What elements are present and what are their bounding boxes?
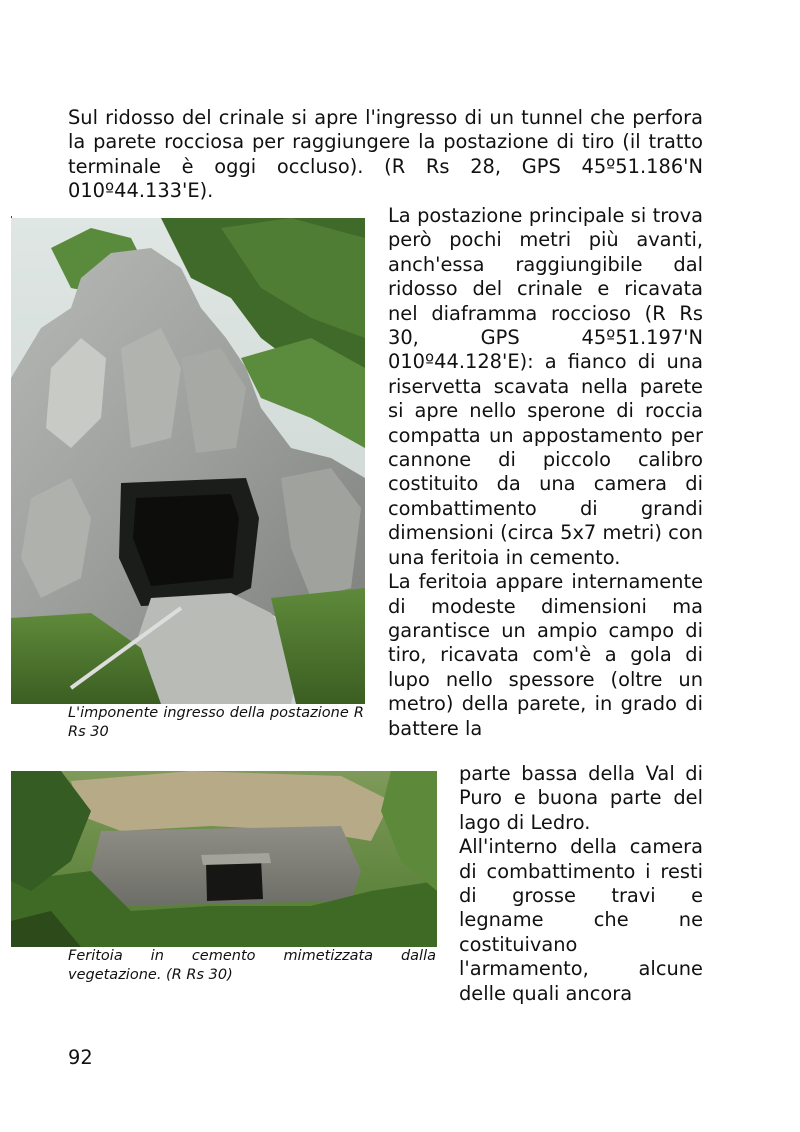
- photo-bunker-entrance: [11, 218, 365, 704]
- photo-concrete-embrasure: [11, 771, 437, 947]
- photo-caption-2: Feritoia in cemento mimetizzata dalla vegetazione. (R Rs 30): [68, 948, 436, 983]
- intro-paragraph: [68, 106, 703, 204]
- photo-caption-1: L'imponente ingresso della postazione R Rs 30: [68, 705, 364, 740]
- right-column-text: [388, 204, 703, 741]
- lower-column-text: [459, 762, 703, 1006]
- paragraph-camera: All'interno della camera di combattimento i resti di grosse travi e legname che ne costituivano l'armamento, alcune delle quali ancora: [459, 835, 703, 1005]
- intro-text: Sul ridosso del crinale si apre l'ingresso di un tunnel che perfora la parete rocciosa per raggiungere la postazione di tiro (il tratto terminale è oggi occluso). (R Rs 28, GPS 45º51.186'N 010º44.133'E).: [68, 106, 703, 203]
- paragraph-postazione: La postazione principale si trova però pochi metri più avanti, anch'essa raggiungibile dal ridosso del crinale e ricavata nel diaframma roccioso (R Rs 30, GPS 45º51.197'N 010º44.128'E): a fianco di una riservetta scavata nella parete si apre nello sperone di roccia compatta un appostamento per cannone di piccolo calibro costituito da una camera di combattimento di grandi dimensioni (circa 5x7 metri) con una feritoia in cemento.: [388, 204, 703, 569]
- paragraph-feritoia-start: La feritoia appare internamente di modeste dimensioni ma garantisce un ampio campo di tiro, ricavata com'è a gola di lupo nello spessore (oltre un metro) della parete, in grado di battere la: [388, 570, 703, 740]
- page-number: 92: [68, 1046, 93, 1069]
- paragraph-feritoia-cont: parte bassa della Val di Puro e buona parte del lago di Ledro.: [459, 762, 703, 834]
